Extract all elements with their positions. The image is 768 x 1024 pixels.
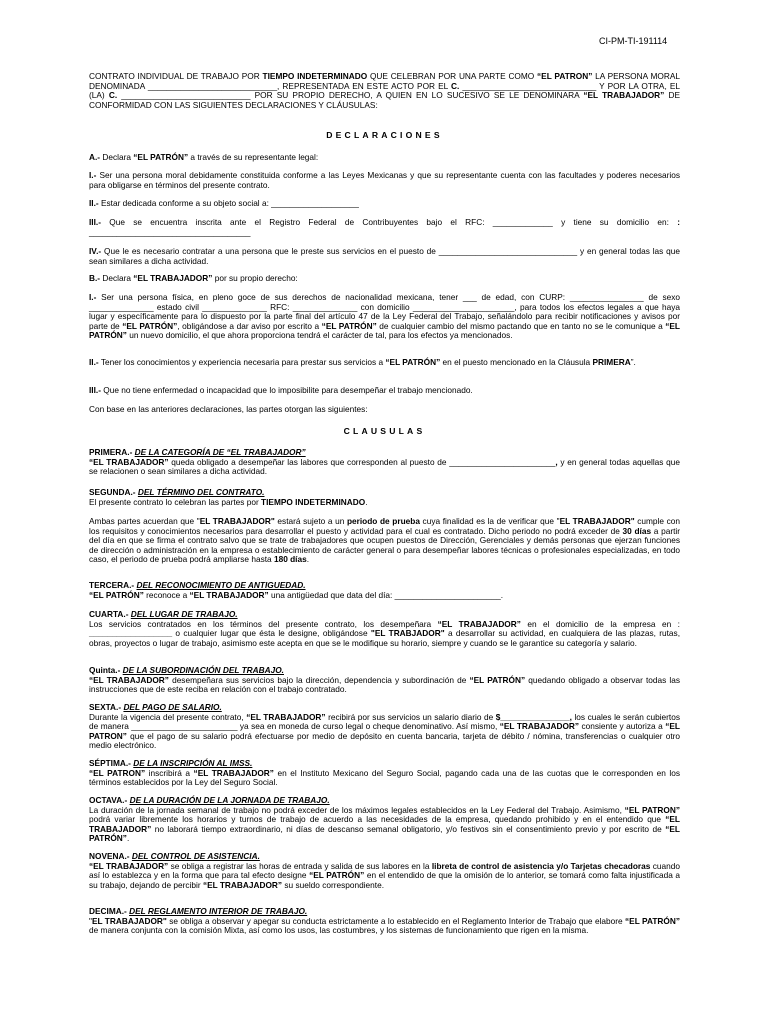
declaration-b-iii: III.- Que no tiene enfermedad o incapacidad que lo imposibilite para desempeñar el trabajo mencionado.: [89, 385, 473, 395]
declaration-b-ii: II.- Tener los conocimientos y experiencia necesaria para prestar sus servicios a “EL PATRÓN” en el puesto mencionado en la Cláusula PRIMERA”.: [89, 357, 636, 367]
clause-2-probation: Ambas partes acuerdan que "EL TRABAJADOR" estará sujeto a un periodo de prueba cuya finalidad es la de verificar que "EL TRABAJADOR" cumple con los requisitos y conocimientos necesarios para desarrollar el puesto y actividad para el cual es contratado. Dicho periodo no podrá exceder de 30 días a partir del día en que se firma el contrato salvo que se trate de trabajadores que ocupen puestos de Dirección, Gerenciales y demás personas que ejerzan funciones de dirección o administración en la empresa o establecimiento de carácter general o para desempeñar labores técnicas o profesionales especializadas, en todo caso, el periodo de prueba podrá ampliarse hasta 180 días.: [89, 516, 680, 565]
document-code: CI-PM-TI-191114: [599, 36, 668, 46]
clause-9: NOVENA.- DEL CONTROL DE ASISTENCIA. “EL TRABAJADOR” se obliga a registrar las horas de entrada y salida de sus labores en la libreta de control de asistencia y/o Tarjetas checadoras cuando así lo establezca y en la forma que para tal efecto designe “EL PATRÓN” en el entendido de que la omisión de lo anterior, se tomará como falta injustificada a su trabajo, dejando de percibir “EL TRABAJADOR” su sueldo correspondiente.: [89, 851, 681, 890]
clause-7: SÉPTIMA.- DE LA INSCRIPCIÓN AL IMSS. “EL PATRON” inscribirá a “EL TRABAJADOR” en el Instituto Mexicano del Seguro Social, pagando cada una de las cuotas que le corresponden en los términos establecidos por la Ley del Seguro Social.: [89, 758, 680, 788]
declarations-closing: Con base en las anteriores declaraciones, las partes otorgan las siguientes:: [89, 404, 368, 414]
clausulas-heading: CLAUSULAS: [343, 426, 426, 436]
clause-4: CUARTA.- DEL LUGAR DE TRABAJO. Los servicios contratados en los términos del presente contrato, los desempeñara “EL TRABAJADOR” en el domicilio de la empresa en : __________________ o cualquier lugar que ésta le designe, obligándose "EL TRABJADOR" a desarrollar su actividad, en cualquiera de las plazas, rutas, obras, proyectos o lugar de trabajo, asimismo este acepta en que se le modifique su horario, siempre y cuando se le garantice su categoría y salario.: [89, 609, 680, 648]
clause-3: TERCERA.- DEL RECONOCIMIENTO DE ANTIGUEDAD. “EL PATRÓN” reconoce a “EL TRABAJADOR” una antigüedad que data del día: _______________________.: [89, 580, 504, 600]
declaration-a-i: I.- Ser una persona moral debidamente constituida conforme a las Leyes Mexicanas y que su representante cuenta con las facultades y poderes necesarios para obligarse en términos del presente contrato.: [89, 170, 680, 190]
clause-2: SEGUNDA.- DEL TÉRMINO DEL CONTRATO. El presente contrato lo celebran las partes por TIEMPO INDETERMINADO.: [89, 487, 368, 507]
declaration-a: A.- Declara “EL PATRÓN” a través de su representante legal:: [89, 152, 319, 162]
declaration-b-i: I.- Ser una persona física, en pleno goce de sus derechos de nacionalidad mexicana, tener ___ de edad, con CURP: ________________ de sexo ______________ estado civil ______________ RFC: ______________ con domicilio ______________________, para todos los efectos legales a que haya lugar y específicamente para lo dispuesto por la parte final del artículo 47 de la Ley Federal del Trabajo, señalándolo para recibir notificaciones y avisos por parte de “EL PATRÓN”, obligándose a dar aviso por escrito a “EL PATRÓN” de cualquier cambio del mismo pactando que en tanto no se le comunique a “EL PATRÓN” un nuevo domicilio, el que ahora proporciona tendrá el carácter de tal, para los efectos ya mencionados.: [89, 292, 681, 341]
clause-8: OCTAVA.- DE LA DURACIÓN DE LA JORNADA DE TRABAJO. La duración de la jornada semanal de trabajo no podrá exceder de los máximos legales establecidos en la Ley Federal del Trabajo. Asimismo, “EL PATRON” podrá variar libremente los horarios y turnos de trabajo de acuerdo a las necesidades de la empresa, quedando prohibido y en el entendido que “EL TRABAJADOR” no laborará tiempo extraordinario, ni días de descanso semanal obligatorio, y/o festivos sin el consentimiento previo y por escrito de “EL PATRÓN”.: [89, 795, 680, 844]
clause-5: Quinta.- DE LA SUBORDINACIÓN DEL TRABAJO. “EL TRABAJADOR” desempeñara sus servicios bajo la dirección, dependencia y subordinación de “EL PATRÓN” quedando obligado a observar todas las instrucciones que de este reciba en relación con el trabajo contratado.: [89, 665, 680, 695]
clause-10: DECIMA.- DEL REGLAMENTO INTERIOR DE TRABAJO. "EL TRABAJADOR" se obliga a observar y apegar su conducta estrictamente a lo establecido en el Reglamento Interior de Trabajo que elabore “EL PATRÓN” de manera conjunta con la comisión Mixta, así como los usos, las costumbres, y los sistemas de funcionamiento que rigen en la misma.: [89, 906, 680, 936]
declaration-a-ii: II.- Estar dedicada conforme a su objeto social a: ___________________: [89, 198, 359, 208]
declaration-a-iv: IV.- Que le es necesario contratar a una persona que le preste sus servicios en el puesto de ______________________________ y en general todas las que sean similares a dicha actividad.: [89, 246, 680, 266]
declaraciones-heading: DECLARACIONES: [326, 130, 443, 140]
declaration-a-iii: III.- Que se encuentra inscrita ante el Registro Federal de Contribuyentes bajo el RFC: _____________ y tiene su domicilio en: : ___________________________________: [89, 217, 680, 237]
clause-1: PRIMERA.- DE LA CATEGORÍA DE “EL TRABAJADOR” “EL TRABAJADOR” queda obligado a desempeñar las labores que corresponden al puesto de _______________________, y en general todas aquellas que se relacionen o sean similares a dicha actividad.: [89, 447, 680, 477]
clause-6: SEXTA.- DEL PAGO DE SALARIO. Durante la vigencia del presente contrato, “EL TRABAJADOR” recibirá por sus servicios un salario diario de $_______________, los cuales le serán cubiertos de manera _______________________ ya sea en moneda de curso legal o cheque denominativo. Así mismo, “EL TRABAJADOR” consiente y autoriza a “EL PATRON” que el pago de su salario podrá efectuarse por medio de depósito en cuenta bancaria, tarjeta de débito / nómina, transferencias o cualquier otro medio electrónico.: [89, 702, 680, 751]
intro-paragraph: CONTRATO INDIVIDUAL DE TRABAJO POR TIEMPO INDETERMINADO QUE CELEBRAN POR UNA PARTE COMO “EL PATRON” LA PERSONA MORAL DENOMINADA ____________________________, REPRESENTADA EN ESTE ACTO POR EL C. _____________________________ Y POR LA OTRA, EL (LA) C. ____________________________ POR SU PROPIO DERECHO, A QUIEN EN LO SUCESIVO SE LE DENOMINARA “EL TRABAJADOR” DE CONFORMIDAD CON LAS SIGUIENTES DECLARACIONES Y CLÁUSULAS:: [89, 71, 680, 110]
declaration-b: B.- Declara “EL TRABAJADOR” por su propio derecho:: [89, 273, 298, 283]
